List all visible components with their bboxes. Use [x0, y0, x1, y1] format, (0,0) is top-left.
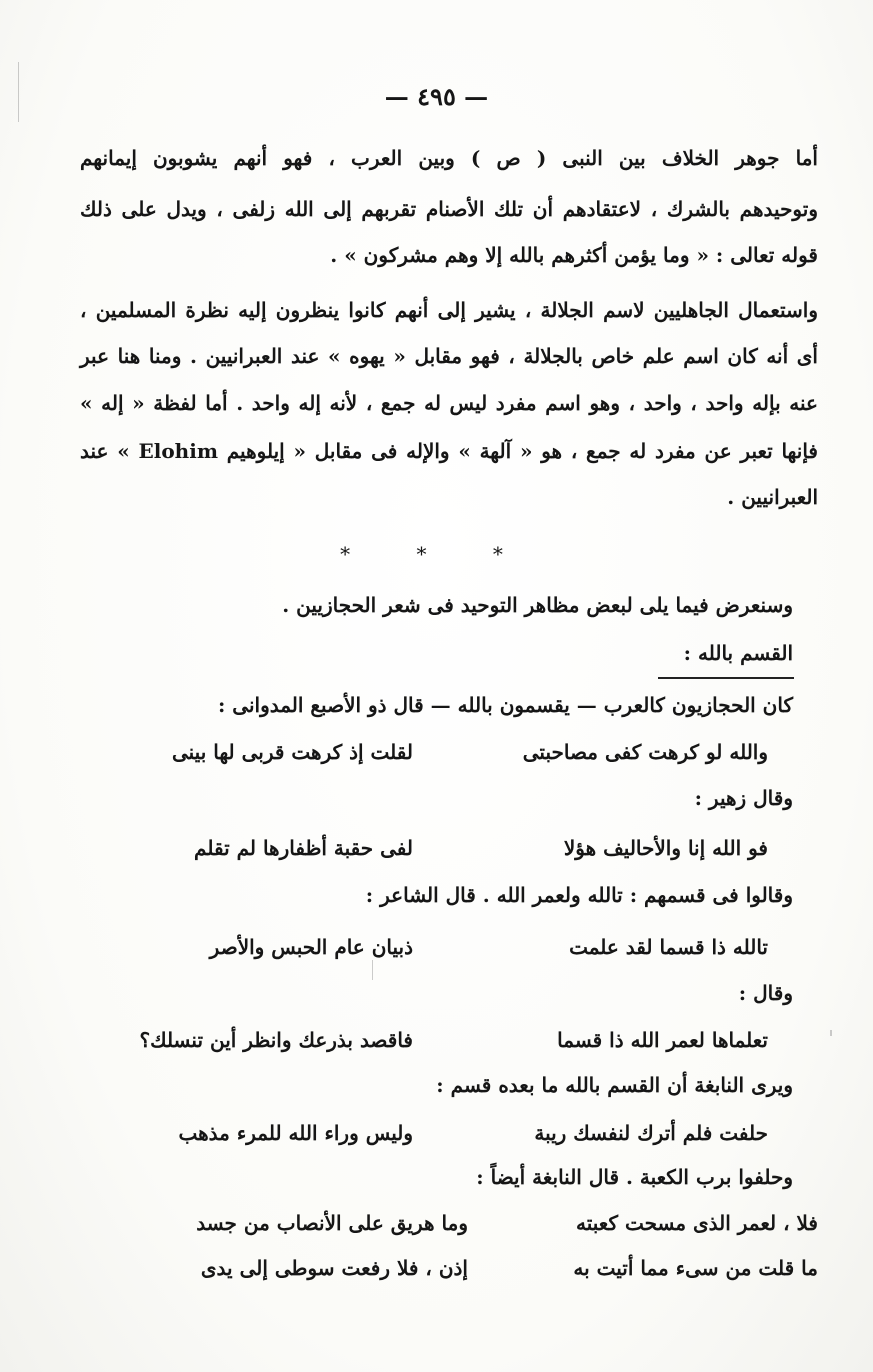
- verse-7-first-hemistich: ما قلت من سىء مما أتيت به: [573, 1256, 818, 1280]
- verse-3-first-hemistich: تالله ذا قسما لقد علمت: [569, 935, 768, 959]
- section-separator-stars: * * *: [340, 542, 533, 566]
- paragraph-2-line-2: أى أنه كان اسم علم خاص بالجلالة ، فهو مقابل « يهوه » عند العبرانيين . ومنا هنا عبر: [80, 344, 818, 368]
- body-line-3: وقالوا فى قسمهم : تالله ولعمر الله . قال الشاعر :: [365, 883, 793, 907]
- body-line-2: وقال زهير :: [694, 786, 793, 810]
- body-line-6: وحلفوا برب الكعبة . قال النابغة أيضاً :: [476, 1165, 793, 1189]
- verse-5-first-hemistich: حلفت فلم أترك لنفسك ريبة: [534, 1121, 768, 1145]
- paragraph-2-line-4-text: فإنها تعبر عن مفرد له جمع ، هو « آلهة » والإله فى مقابل « إيلوهيم: [226, 439, 818, 463]
- paragraph-1-line-3: قوله تعالى : « وما يؤمن أكثرهم بالله إلا وهم مشركون » .: [330, 243, 818, 267]
- paragraph-2-line-3: عنه بإله واحد ، واحد ، وهو اسم مفرد ليس له جمع ، لأنه إله واحد . أما لفظة « إله »: [80, 391, 818, 415]
- paragraph-1-line-2: وتوحيدهم بالشرك ، لاعتقادهم أن تلك الأصنام تقربهم إلى الله زلفى ، ويدل على ذلك: [80, 197, 818, 221]
- body-line-4: وقال :: [738, 981, 793, 1005]
- intro-line: وسنعرض فيما يلى لبعض مظاهر التوحيد فى شعر الحجازيين .: [282, 593, 793, 617]
- verse-4-first-hemistich: تعلماها لعمر الله ذا قسما: [557, 1028, 768, 1052]
- verse-2-second-hemistich: لفى حقبة أظفارها لم تقلم: [194, 836, 413, 860]
- section-heading: القسم بالله :: [683, 641, 793, 665]
- verse-1-first-hemistich: والله لو كرهت كفى مصاحبتى: [522, 740, 768, 764]
- verse-4-second-hemistich: فاقصد بذرعك وانظر أين تنسلك؟: [139, 1028, 413, 1052]
- scan-speck: [18, 62, 19, 122]
- body-line-1: كان الحجازيون كالعرب — يقسمون بالله — قال ذو الأصبع المدوانى :: [217, 693, 793, 717]
- paragraph-2-line-5: العبرانيين .: [727, 485, 818, 509]
- verse-1-second-hemistich: لقلت إذ كرهت قربى لها بينى: [171, 740, 413, 764]
- body-line-5: ويرى النابغة أن القسم بالله ما بعده قسم :: [436, 1073, 793, 1097]
- paragraph-2-line-1: واستعمال الجاهليين لاسم الجلالة ، يشير إلى أنهم كانوا ينظرون إليه نظرة المسلمين ،: [80, 298, 818, 322]
- verse-2-first-hemistich: فو الله إنا والأحاليف هؤلا: [563, 836, 768, 860]
- verse-7-second-hemistich: إذن ، فلا رفعت سوطى إلى يدى: [200, 1256, 468, 1280]
- page-number: — ٤٩٥ —: [384, 82, 489, 111]
- paragraph-2-line-4: [80, 441, 818, 461]
- verse-6-second-hemistich: وما هريق على الأنصاب من جسد: [196, 1211, 468, 1235]
- scan-speck: [830, 1030, 832, 1036]
- verse-3-second-hemistich: ذبيان عام الحبس والأصر: [209, 935, 413, 959]
- verse-5-second-hemistich: وليس وراء الله للمرء مذهب: [178, 1121, 413, 1145]
- latin-term-elohim: Elohim: [138, 439, 218, 463]
- paragraph-1-line-1: أما جوهر الخلاف بين النبى ( ص ) وبين العرب ، فهو أنهم يشوبون إيمانهم: [80, 146, 818, 170]
- scan-speck: [372, 960, 373, 980]
- section-heading-rule: [658, 677, 794, 679]
- verse-6-first-hemistich: فلا ، لعمر الذى مسحت كعبته: [576, 1211, 818, 1235]
- paragraph-2-line-4-end: » عند: [80, 439, 130, 463]
